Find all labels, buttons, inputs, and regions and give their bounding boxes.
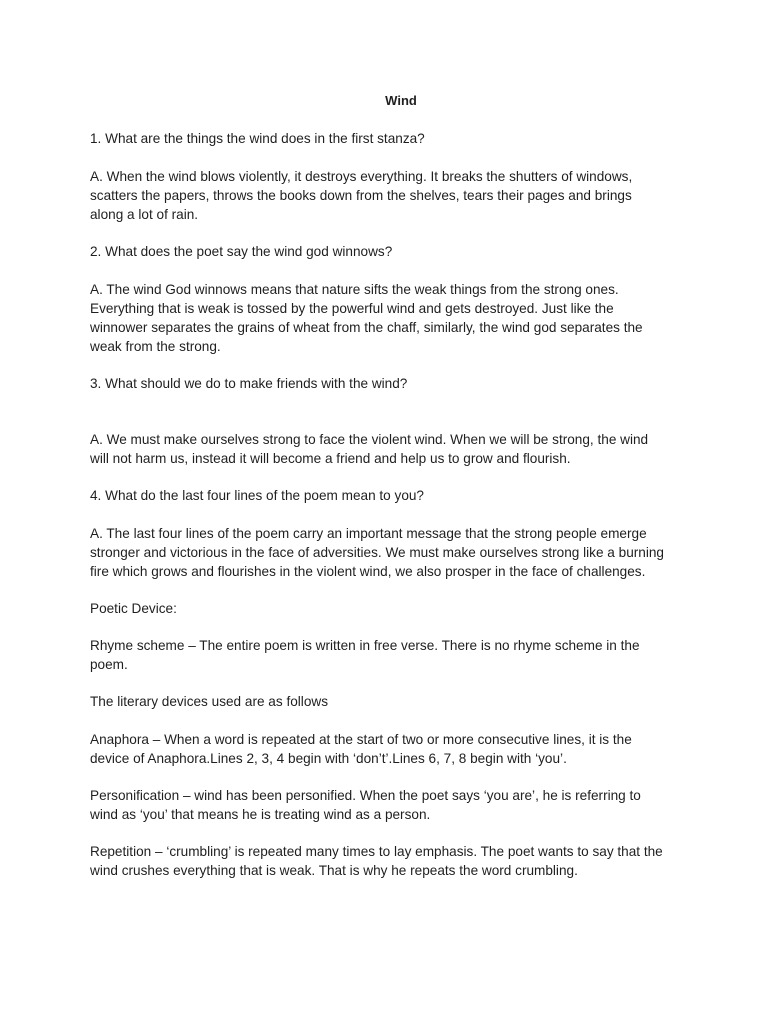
answer-2-line: weak from the strong. bbox=[90, 339, 221, 354]
answer-1 bbox=[90, 167, 690, 224]
question-2: 2. What does the poet say the wind god winnows? bbox=[90, 244, 393, 259]
answer-4-line: A. The last four lines of the poem carry an important message that the strong people emerge bbox=[90, 526, 647, 541]
answer-4-line: fire which grows and flourishes in the violent wind, we also prosper in the face of challenges. bbox=[90, 564, 646, 579]
question-3: 3. What should we do to make friends with the wind? bbox=[90, 376, 408, 391]
personification-paragraph bbox=[90, 786, 690, 824]
answer-4-line: stronger and victorious in the face of adversities. We must make ourselves strong like a burning bbox=[90, 545, 664, 560]
rhyme-scheme-line: poem. bbox=[90, 657, 128, 672]
answer-2-line: Everything that is weak is tossed by the powerful wind and gets destroyed. Just like the bbox=[90, 301, 614, 316]
repetition-paragraph bbox=[90, 842, 690, 880]
answer-4 bbox=[90, 524, 690, 581]
document-title: Wind bbox=[385, 93, 417, 108]
answer-3-line: will not harm us, instead it will become a friend and help us to grow and flourish. bbox=[90, 451, 571, 466]
anaphora-paragraph bbox=[90, 730, 690, 768]
rhyme-scheme-line: Rhyme scheme – The entire poem is written in free verse. There is no rhyme scheme in the bbox=[90, 638, 640, 653]
answer-1-line: A. When the wind blows violently, it destroys everything. It breaks the shutters of windows, bbox=[90, 169, 633, 184]
anaphora-line: Anaphora – When a word is repeated at the start of two or more consecutive lines, it is the bbox=[90, 732, 632, 747]
repetition-line: Repetition – ‘crumbling’ is repeated many times to lay emphasis. The poet wants to say that the bbox=[90, 844, 663, 859]
question-4: 4. What do the last four lines of the poem mean to you? bbox=[90, 488, 424, 503]
answer-2-line: winnower separates the grains of wheat from the chaff, similarly, the wind god separates the bbox=[90, 320, 643, 335]
repetition-line: wind crushes everything that is weak. That is why he repeats the word crumbling. bbox=[90, 863, 578, 878]
answer-1-line: scatters the papers, throws the books down from the shelves, tears their pages and brings bbox=[90, 188, 632, 203]
poetic-device-heading: Poetic Device: bbox=[90, 601, 177, 616]
answer-2 bbox=[90, 280, 690, 356]
rhyme-scheme-paragraph bbox=[90, 636, 690, 674]
answer-1-line: along a lot of rain. bbox=[90, 207, 199, 222]
personification-line: wind as ‘you’ that means he is treating wind as a person. bbox=[90, 807, 431, 822]
anaphora-line: device of Anaphora.Lines 2, 3, 4 begin with ‘don’t’.Lines 6, 7, 8 begin with ‘you’. bbox=[90, 751, 567, 766]
literary-devices-intro: The literary devices used are as follows bbox=[90, 694, 328, 709]
question-1: 1. What are the things the wind does in the first stanza? bbox=[90, 131, 425, 146]
answer-2-line: A. The wind God winnows means that nature sifts the weak things from the strong ones. bbox=[90, 282, 619, 297]
answer-3-line: A. We must make ourselves strong to face the violent wind. When we will be strong, the wind bbox=[90, 432, 649, 447]
answer-3 bbox=[90, 430, 690, 468]
personification-line: Personification – wind has been personified. When the poet says ‘you are’, he is referring to bbox=[90, 788, 641, 803]
